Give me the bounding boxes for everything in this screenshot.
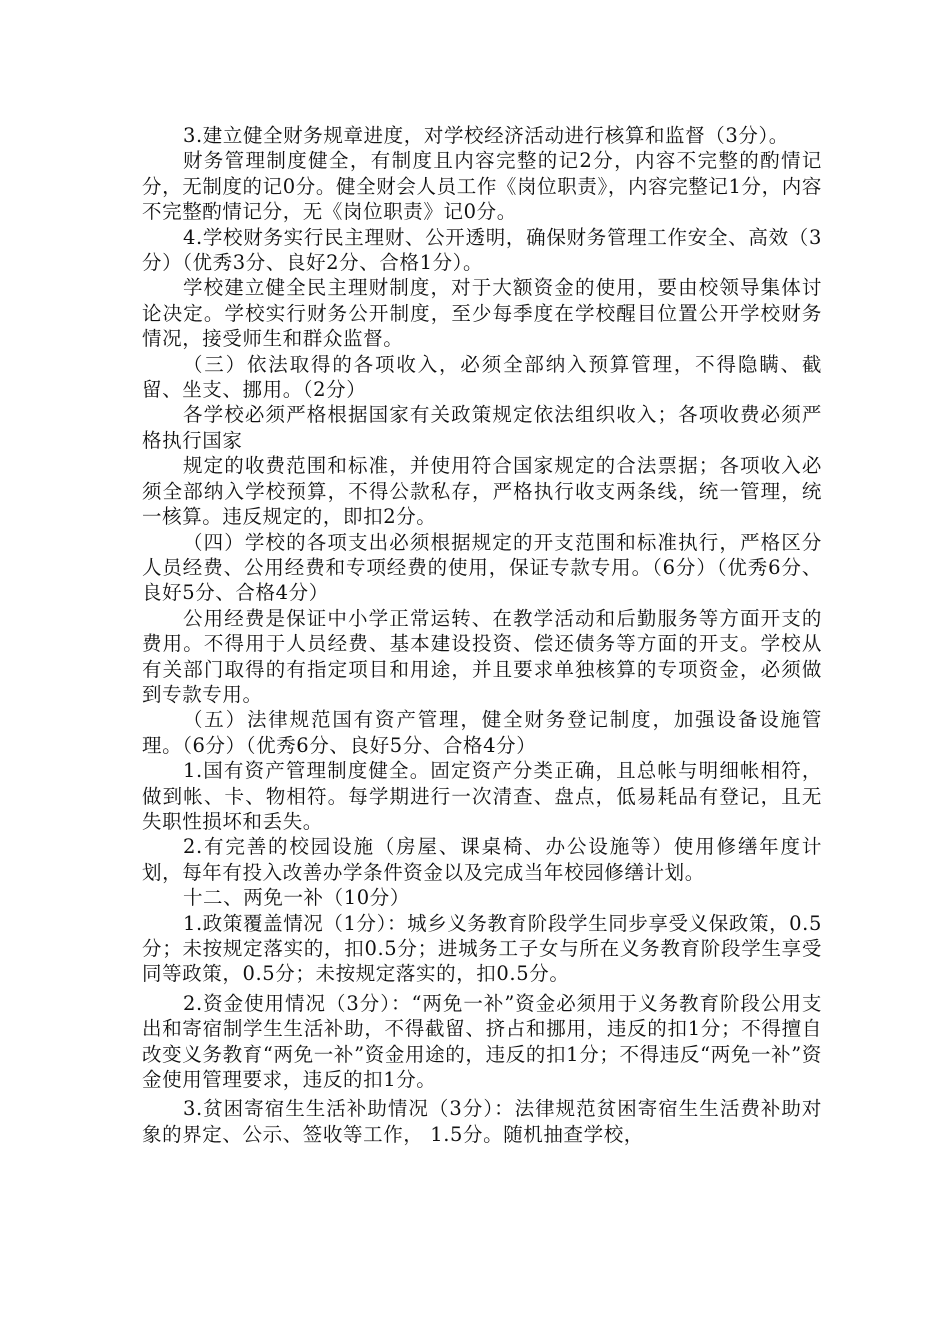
paragraph-11: 1.国有资产管理制度健全。固定资产分类正确，且总帐与明细帐相符，做到帐、卡、物相符。每学期进行一次清查、盘点，低易耗品有登记，且无失职性损坏和丢失。 [142, 759, 822, 833]
paragraph-9: 公用经费是保证中小学正常运转、在教学活动和后勤服务等方面开支的费用。不得用于人员经费、基本建设投资、偿还债务等方面的开支。学校从有关部门取得的有指定项目和用途，并且要求单独核算的专项资金，必须做到专款专用。 [142, 606, 822, 706]
paragraph-4: 学校建立健全民主理财制度，对于大额资金的使用，要由校领导集体讨论决定。学校实行财务公开制度，至少每季度在学校醒目位置公开学校财务情况，接受师生和群众监督。 [142, 276, 822, 351]
paragraph-12: 2.有完善的校园设施（房屋、课桌椅、办公设施等）使用修缮年度计划，每年有投入改善办学条件资金以及完成当年校园修缮计划。 [142, 835, 822, 884]
paragraph-2: 财务管理制度健全，有制度且内容完整的记2分，内容不完整的酌情记分，无制度的记0分。健全财会人员工作《岗位职责》，内容完整记1分，内容不完整酌情记分，无《岗位职责》记0分。 [142, 149, 822, 224]
paragraph-15: 2.资金使用情况（3分）：“两免一补”资金必须用于义务教育阶段公用支出和寄宿制学生生活补助，不得截留、挤占和挪用，违反的扣1分；不得擅自改变义务教育“两免一补”资金用途的，违反的扣1分；不得违反“两免一补”资金使用管理要求，违反的扣1分。 [142, 991, 822, 1092]
paragraph-16: 3.贫困寄宿生生活补助情况（3分）：法律规范贫困寄宿生生活费补助对象的界定、公示、签收等工作， 1.5分。随机抽查学校， [142, 1097, 822, 1146]
document-body [142, 123, 822, 1147]
paragraph-1: 3.建立健全财务规章进度，对学校经济活动进行核算和监督（3分）。 [182, 124, 789, 147]
paragraph-14: 1.政策覆盖情况（1分）：城乡义务教育阶段学生同步享受义保政策，0.5分；未按规定落实的，扣0.5分；进城务工子女与所在义务教育阶段学生享受同等政策，0.5分；未按规定落实的，扣0.5分。 [142, 911, 822, 986]
paragraph-6: 各学校必须严格根据国家有关政策规定依法组织收入；各项收费必须严格执行国家 [142, 403, 822, 452]
paragraph-8: （四）学校的各项支出必须根据规定的开支范围和标准执行，严格区分人员经费、公用经费和专项经费的使用，保证专款专用。（6分）（优秀6分、良好5分、合格4分） [142, 530, 822, 605]
paragraph-3: 4.学校财务实行民主理财、公开透明，确保财务管理工作安全、高效（3分）（优秀3分、良好2分、合格1分）。 [142, 225, 822, 275]
section-heading: 十二、两免一补（10分） [182, 886, 410, 910]
paragraph-10: （五）法律规范国有资产管理，健全财务登记制度，加强设备设施管理。（6分）（优秀6分、良好5分、合格4分） [142, 708, 822, 757]
paragraph-7: 规定的收费范围和标准，并使用符合国家规定的合法票据；各项收入必须全部纳入学校预算，不得公款私存，严格执行收支两条线，统一管理，统一核算。违反规定的，即扣2分。 [142, 454, 822, 529]
paragraph-5: （三）依法取得的各项收入，必须全部纳入预算管理，不得隐瞒、截留、坐支、挪用。（2分） [142, 352, 822, 402]
